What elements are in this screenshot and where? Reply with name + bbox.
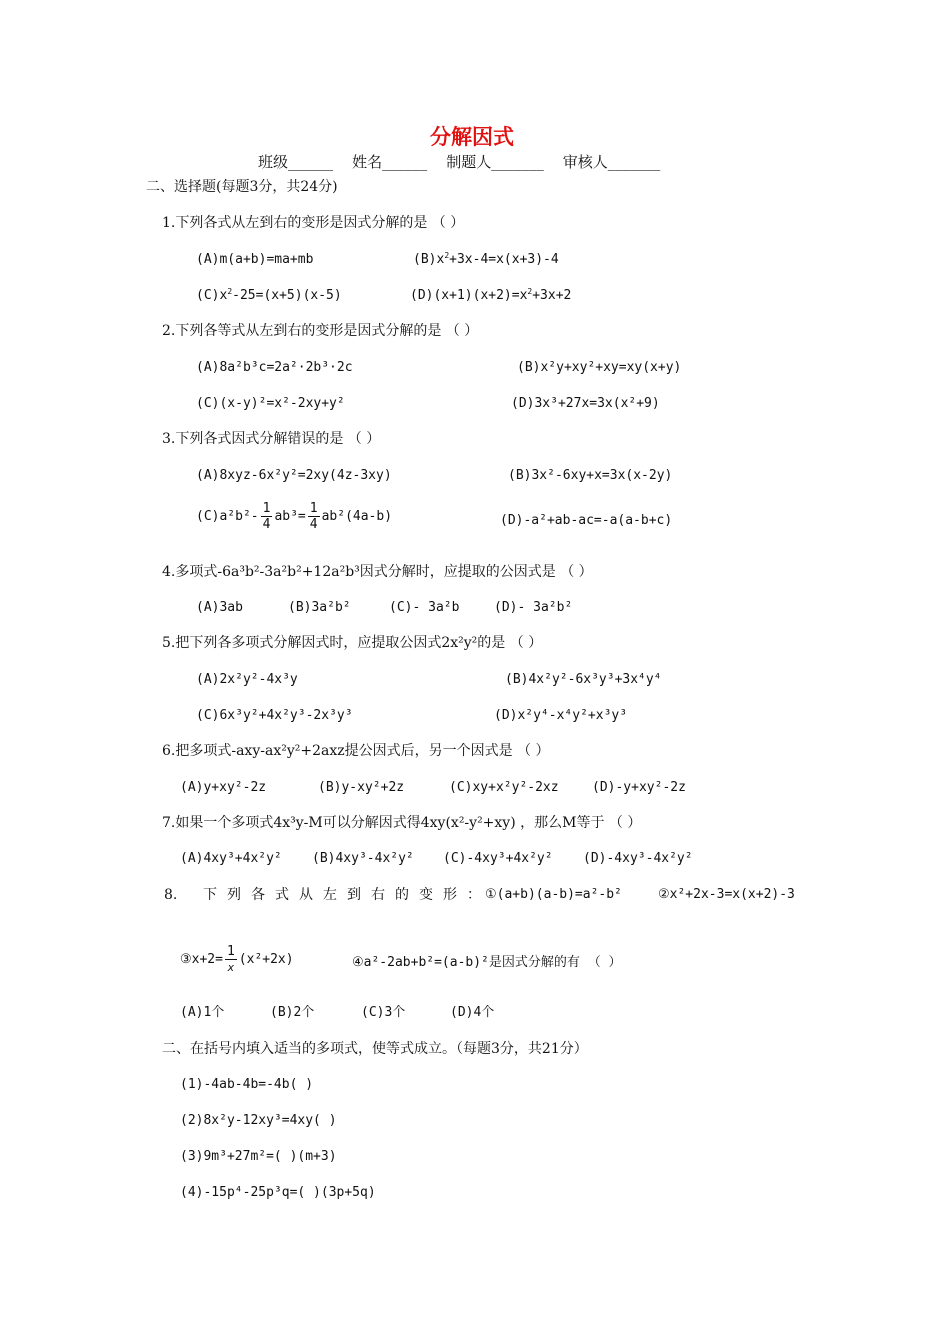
q8-item-4: ④a²-2ab+b²=(a-b)²是因式分解的有 （ ） xyxy=(352,955,622,970)
fill-problem-1: (1)-4ab-4b=-4b( ) xyxy=(180,1077,314,1092)
q1-option-a: (A)m(a+b)=ma+mb xyxy=(196,252,314,267)
q4-stem: 4.多项式-6a³b²-3a²b²+12a²b³因式分解时，应提取的公因式是 （ ） xyxy=(162,564,593,580)
q8-option-d: (D)4个 xyxy=(450,1005,495,1020)
class-label: 班级 xyxy=(258,153,289,171)
q8-option-a: (A)1个 xyxy=(180,1005,225,1020)
q8-item-2: ②x²+2x-3=x(x+2)-3 xyxy=(658,887,795,902)
reviewer-blank: _______ xyxy=(607,153,661,171)
q7-stem: 7.如果一个多项式4x³y-M可以分解因式得4xy(x²-y²+xy) ，那么M等于 （ ） xyxy=(162,815,642,831)
q6-option-c: (C)xy+x²y²-2xz xyxy=(449,780,559,795)
info-line xyxy=(258,153,660,171)
q5-option-c: (C)6x³y²+4x²y³-2x³y³ xyxy=(196,708,353,723)
q2-option-b: (B)x²y+xy²+xy=xy(x+y) xyxy=(517,360,682,375)
q3-stem: 3.下列各式因式分解错误的是 （ ） xyxy=(162,431,381,447)
q6-option-d: (D)-y+xy²-2z xyxy=(592,780,686,795)
reviewer-label: 审核人 xyxy=(562,153,608,171)
q7-option-d: (D)-4xy³-4x²y² xyxy=(583,851,693,866)
q7-option-c: (C)-4xy³+4x²y² xyxy=(443,851,553,866)
q1-option-d: $(D)(x+1)(x+2)=x^2+3x+2$ xyxy=(410,287,572,303)
section2-heading: 二、在括号内填入适当的多项式，使等式成立。（每题3分，共21分） xyxy=(162,1041,588,1057)
q2-option-c: (C)(x-y)²=x²-2xy+y² xyxy=(196,396,345,411)
fraction-one-quarter: $\frac{1}{4}$ xyxy=(262,501,271,532)
fill-problem-4: (4)-15p⁴-25p³q=( )(3p+5q) xyxy=(180,1185,376,1200)
q3-option-c: (C)a²b²- $\frac{1}{4}$ ab³= $\frac{1}{4}$ ab²(4a-b) xyxy=(196,501,393,532)
q4-option-b: (B)3a²b² xyxy=(288,600,351,615)
q2-option-a: (A)8a²b³c=2a²·2b³·2c xyxy=(196,360,353,375)
q7-option-b: (B)4xy³-4x²y² xyxy=(312,851,414,866)
q8-option-b: (B)2个 xyxy=(270,1005,315,1020)
q4-option-a: (A)3ab xyxy=(196,600,243,615)
q6-option-b: (B)y-xy²+2z xyxy=(318,780,405,795)
section1-heading: 二、选择题(每题3分，共24分) xyxy=(146,179,338,195)
q8-number: 8. xyxy=(164,887,178,903)
q2-stem: 2.下列各等式从左到右的变形是因式分解的是 （ ） xyxy=(162,323,479,339)
q8-item-3: ③x+2= $\frac{1}{x}$ (x²+2x) xyxy=(180,944,294,974)
fill-problem-2: (2)8x²y-12xy³=4xy( ) xyxy=(180,1113,337,1128)
q5-stem: 5.把下列各多项式分解因式时，应提取公因式2x²y²的是 （ ） xyxy=(162,635,543,651)
q2-option-d: (D)3x³+27x=3x(x²+9) xyxy=(511,396,660,411)
maker-label: 制题人 xyxy=(446,153,492,171)
class-blank: ______ xyxy=(288,153,334,171)
q3-option-a: (A)8xyz-6x²y²=2xy(4z-3xy) xyxy=(196,468,392,483)
fraction-one-quarter: $\frac{1}{4}$ xyxy=(309,501,318,532)
q4-option-d: (D)- 3a²b² xyxy=(494,600,573,615)
q8-stem: 下列各式从左到右的变形： xyxy=(203,887,491,903)
q5-option-d: (D)x²y⁴-x⁴y²+x³y³ xyxy=(494,708,628,723)
q7-option-a: (A)4xy³+4x²y² xyxy=(180,851,282,866)
fraction-one-over-x: $\frac{1}{x}$ xyxy=(226,944,235,974)
maker-blank: _______ xyxy=(491,153,544,171)
page-title: 分解因式 xyxy=(430,124,514,149)
q3-option-d: (D)-a²+ab-ac=-a(a-b+c) xyxy=(500,513,673,528)
fill-problem-3: (3)9m³+27m²=( )(m+3) xyxy=(180,1149,337,1164)
name-label: 姓名 xyxy=(352,153,383,171)
q5-option-b: (B)4x²y²-6x³y³+3x⁴y⁴ xyxy=(505,672,662,687)
name-blank: ______ xyxy=(382,153,428,171)
q8-option-c: (C)3个 xyxy=(361,1005,406,1020)
q4-option-c: (C)- 3a²b xyxy=(389,600,460,615)
q6-stem: 6.把多项式-axy-ax²y²+2axz提公因式后，另一个因式是 （ ） xyxy=(162,743,550,759)
q3-option-b: (B)3x²-6xy+x=3x(x-2y) xyxy=(508,468,673,483)
q8-item-1: ①(a+b)(a-b)=a²-b² xyxy=(485,887,622,902)
q1-stem: 1.下列各式从左到右的变形是因式分解的是 （ ） xyxy=(162,215,465,231)
q1-option-b: $(B)x^2+3x-4=x(x+3)-4$ xyxy=(413,251,559,267)
q1-option-c: $(C)x^2-25=(x+5)(x-5)$ xyxy=(196,287,342,303)
q6-option-a: (A)y+xy²-2z xyxy=(180,780,267,795)
q5-option-a: (A)2x²y²-4x³y xyxy=(196,672,298,687)
